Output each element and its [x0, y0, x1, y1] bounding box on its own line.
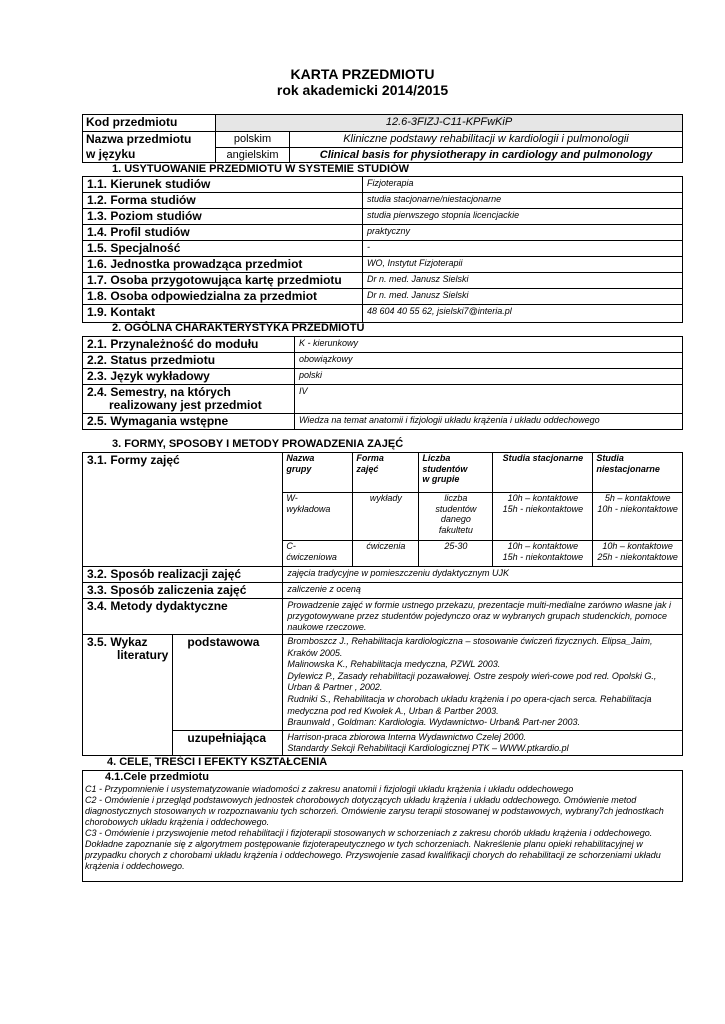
goals-box — [82, 770, 683, 882]
semesters-label-line2: realizowany jest przedmiot — [109, 398, 262, 412]
module-value: K - kierunkowy — [295, 337, 683, 353]
section1-row — [83, 289, 683, 305]
section1-row — [83, 225, 683, 241]
section1-row-value: Dr n. med. Janusz Sielski — [363, 289, 683, 305]
group2-nonstationary-l2: 25h - niekontaktowe — [597, 551, 678, 562]
group1-name-l1: W- — [286, 493, 298, 503]
name-label-line2: w języku — [86, 147, 136, 161]
section1-row-label: 1.7. Osoba przygotowująca kartę przedmiotu — [83, 273, 363, 289]
header-nonstationary — [593, 453, 683, 493]
polish-name: Kliniczne podstawy rehabilitacji w kardiologii i pulmonologii — [290, 132, 683, 148]
name-label — [83, 132, 216, 163]
header-form-l1: Forma — [356, 453, 384, 463]
extra-literature-list — [283, 730, 683, 755]
literature-item: Rudniki S., Rehabilitacja w chorobach układu krążenia i po opera-cjach serca. Rehabilitacja medyczna pod red Kwołek A., Urban & Partber 2003. — [287, 693, 652, 716]
header-nonstationary-l2: niestacjonarne — [596, 463, 660, 474]
section1-row-label: 1.5. Specjalność — [83, 241, 363, 257]
section1-row-label: 1.8. Osoba odpowiedzialna za przedmiot — [83, 289, 363, 305]
section3-title: 3. FORMY, SPOSOBY I METODY PROWADZENIA ZAJĘĆ — [112, 438, 404, 450]
group2-nonstationary — [593, 541, 683, 567]
header-stationary: Studia stacjonarne — [493, 453, 593, 493]
section1-row-value: WO, Instytut Fizjoterapii — [363, 257, 683, 273]
methods-value: Prowadzenie zajęć w formie ustnego przekazu, prezentacje multi-medialne zarówno własne jak i przygotowywane przez studentów pojedynczo oraz w wybranych grupach studenckich, pomoce naukowe rzeczowe. — [283, 599, 683, 635]
section1-row-label: 1.6. Jednostka prowadząca przedmiot — [83, 257, 363, 273]
realization-value: zajęcia tradycyjne w pomieszczeniu dydaktycznym UJK — [283, 567, 683, 583]
section1-row-value: studia stacjonarne/niestacjonarne — [363, 193, 683, 209]
group2-stationary-l1: 10h – kontaktowe — [507, 541, 579, 551]
header-count-l3: w grupie — [422, 474, 460, 484]
header-group-l2: grupy — [286, 463, 312, 474]
group1-stationary — [493, 493, 593, 541]
header-count-l1: Liczba — [422, 453, 451, 463]
section1-row-value: praktyczny — [363, 225, 683, 241]
group2-stationary — [493, 541, 593, 567]
section1-row-label: 1.9. Kontakt — [83, 305, 363, 323]
group1-count-l2: studentów — [435, 503, 477, 514]
section4-title: 4. CELE, TREŚCI I EFEKTY KSZTAŁCENIA — [107, 756, 328, 768]
header-form-l2: zajęć — [356, 463, 379, 474]
header-form — [353, 453, 419, 493]
goals-list — [83, 784, 682, 872]
literature-label — [83, 635, 173, 756]
group2-form: ćwiczenia — [353, 541, 419, 567]
requirements-label: 2.5. Wymagania wstępne — [83, 414, 295, 430]
literature-item: Malinowska K., Rehabilitacja medyczna, PZWL 2003. — [287, 659, 501, 670]
section1-row-value: studia pierwszego stopnia licencjackie — [363, 209, 683, 225]
section1-row-value: Dr n. med. Janusz Sielski — [363, 273, 683, 289]
header-count — [419, 453, 493, 493]
group1-name — [283, 493, 353, 541]
group1-nonstationary-l1: 5h – kontaktowe — [604, 493, 671, 503]
assessment-value: zaliczenie z oceną — [283, 583, 683, 599]
group2-name-l1: C- — [286, 541, 296, 551]
header-group-l1: Nazwa — [286, 453, 315, 463]
literature-item: Dylewicz P., Zasady rehabilitacji pozawałowej. Ostre zespoły wień-cowe pod red. Opolski G., Urban & Partner , 2002. — [287, 670, 657, 693]
section2-table — [82, 336, 683, 430]
group1-stationary-l1: 10h – kontaktowe — [507, 493, 579, 503]
methods-label: 3.4. Metody dydaktyczne — [83, 599, 283, 635]
goal-item: C1 - Przypomnienie i usystematyzowanie wiadomości z zakresu anatomii i fizjologii układu krążenia i układu oddechowego — [85, 784, 574, 794]
code-label: Kod przedmiotu — [83, 115, 216, 132]
section1-row — [83, 177, 683, 193]
academic-year: rok akademicki 2014/2015 — [276, 82, 449, 98]
language-value: polski — [295, 369, 683, 385]
semesters-value: IV — [295, 385, 683, 414]
group1-form: wykłady — [353, 493, 419, 541]
english-label: angielskim — [216, 147, 290, 163]
section1-row — [83, 305, 683, 323]
basic-literature-label: podstawowa — [173, 635, 283, 731]
goal-item: C2 - Omówienie i przegląd podstawowych jednostek chorobowych dotyczących układu krążenia i układu oddechowego. Omówienie metod diagnostycznych stosowanych w rozpoznawaniu tych schorzeń. Omówienie zarysu terapii stosowanej w podstawowych, wybrany7ch jednostkach chorobowych układu krążenia i oddechowego. — [85, 795, 664, 827]
section1-row — [83, 193, 683, 209]
status-value: obowiązkowy — [295, 353, 683, 369]
forms-label: 3.1. Formy zajęć — [83, 453, 283, 567]
literature-label-l1: 3.5. Wykaz — [87, 635, 148, 649]
group1-count-l4: fakultetu — [438, 524, 473, 535]
basic-literature-list — [283, 635, 683, 731]
literature-item: Bromboszcz J., Rehabilitacja kardiologiczna – stosowanie ćwiczeń fizycznych. Elipsa_Jaim, Kraków 2005. — [287, 636, 653, 658]
name-label-line1: Nazwa przedmiotu — [86, 132, 192, 146]
literature-item: Braunwald , Goldman: Kardiologia. Wydawnictwo- Urban& Part-ner 2003. — [287, 717, 580, 728]
section1-row-value: - — [363, 241, 683, 257]
group1-count-l3: danego — [440, 514, 471, 524]
section1-row-label: 1.2. Forma studiów — [83, 193, 363, 209]
semesters-label — [83, 385, 295, 414]
section1-row — [83, 209, 683, 225]
section1-row-value: 48 604 40 55 62, jsielski7@interia.pl — [363, 305, 683, 323]
group2-count: 25-30 — [419, 541, 493, 567]
module-label: 2.1. Przynależność do modułu — [83, 337, 295, 353]
goals-subtitle: 4.1.Cele przedmiotu — [105, 771, 209, 783]
section1-row — [83, 241, 683, 257]
literature-item: Standardy Sekcji Rehabilitacji Kardiologicznej PTK – WWW.ptkardio.pl — [287, 742, 569, 753]
header-nonstationary-l1: Studia — [596, 453, 624, 463]
section1-row-label: 1.4. Profil studiów — [83, 225, 363, 241]
section3-table — [82, 452, 683, 756]
group1-stationary-l2: 15h - niekontaktowe — [502, 503, 584, 514]
goal-item: C3 - Omówienie i przyswojenie metod rehabilitacji i fizjoterapii stosowanych w schorzeniach z zakresu chorób układu krążenia i oddechowego. Dokładne zapoznanie się z algorytmem postępowanie fizjoterapeutycznego w tych schorzeniach. Nakreślenie planu opieki rehabilitacyjnej w przypadku chorych z chorobami układu krążenia i oddechowego. Przyswojenie zasad kwalifikacji chorych do rehabilitacji ze schorzeniami układu krążenia i oddechowego. — [85, 828, 661, 871]
extra-literature-label: uzupełniająca — [173, 730, 283, 755]
section1-title: 1. USYTUOWANIE PRZEDMIOTU W SYSTEMIE STUDIÓW — [112, 163, 410, 175]
semesters-label-line1: 2.4. Semestry, na których — [87, 385, 231, 399]
group1-count — [419, 493, 493, 541]
section1-row-label: 1.1. Kierunek studiów — [83, 177, 363, 193]
group1-nonstationary-l2: 10h - niekontaktowe — [597, 503, 678, 514]
literature-item: Harrison-praca zbiorowa Interna Wydawnictwo Czelej 2000. — [287, 731, 526, 742]
document-title: KARTA PRZEDMIOTU — [290, 66, 435, 82]
group1-count-l1: liczba — [444, 493, 468, 503]
polish-label: polskim — [216, 132, 290, 148]
section1-row — [83, 273, 683, 289]
section1-row-label: 1.3. Poziom studiów — [83, 209, 363, 225]
realization-label: 3.2. Sposób realizacji zajęć — [83, 567, 283, 583]
section2-title: 2. OGÓLNA CHARAKTERYSTYKA PRZEDMIOTU — [112, 322, 365, 334]
language-label: 2.3. Język wykładowy — [83, 369, 295, 385]
header-count-l2: studentów — [422, 463, 468, 474]
group2-stationary-l2: 15h - niekontaktowe — [502, 551, 584, 562]
status-label: 2.2. Status przedmiotu — [83, 353, 295, 369]
section1-table — [82, 176, 683, 323]
course-identification-table — [82, 114, 683, 163]
group2-nonstationary-l1: 10h – kontaktowe — [602, 541, 673, 551]
english-name: Clinical basis for physiotherapy in cardiology and pulmonology — [290, 147, 683, 163]
group1-name-l2: wykładowa — [286, 503, 331, 514]
code-value: 12.6-3FIZJ-C11-KPFwKiP — [216, 115, 683, 132]
group2-name — [283, 541, 353, 567]
literature-label-l2: literatury — [117, 648, 169, 662]
group1-nonstationary — [593, 493, 683, 541]
header-group — [283, 453, 353, 493]
group2-name-l2: ćwiczeniowa — [286, 551, 337, 562]
assessment-label: 3.3. Sposób zaliczenia zajęć — [83, 583, 283, 599]
section1-row-value: Fizjoterapia — [363, 177, 683, 193]
section1-row — [83, 257, 683, 273]
requirements-value: Wiedza na temat anatomii i fizjologii układu krążenia i układu oddechowego — [295, 414, 683, 430]
